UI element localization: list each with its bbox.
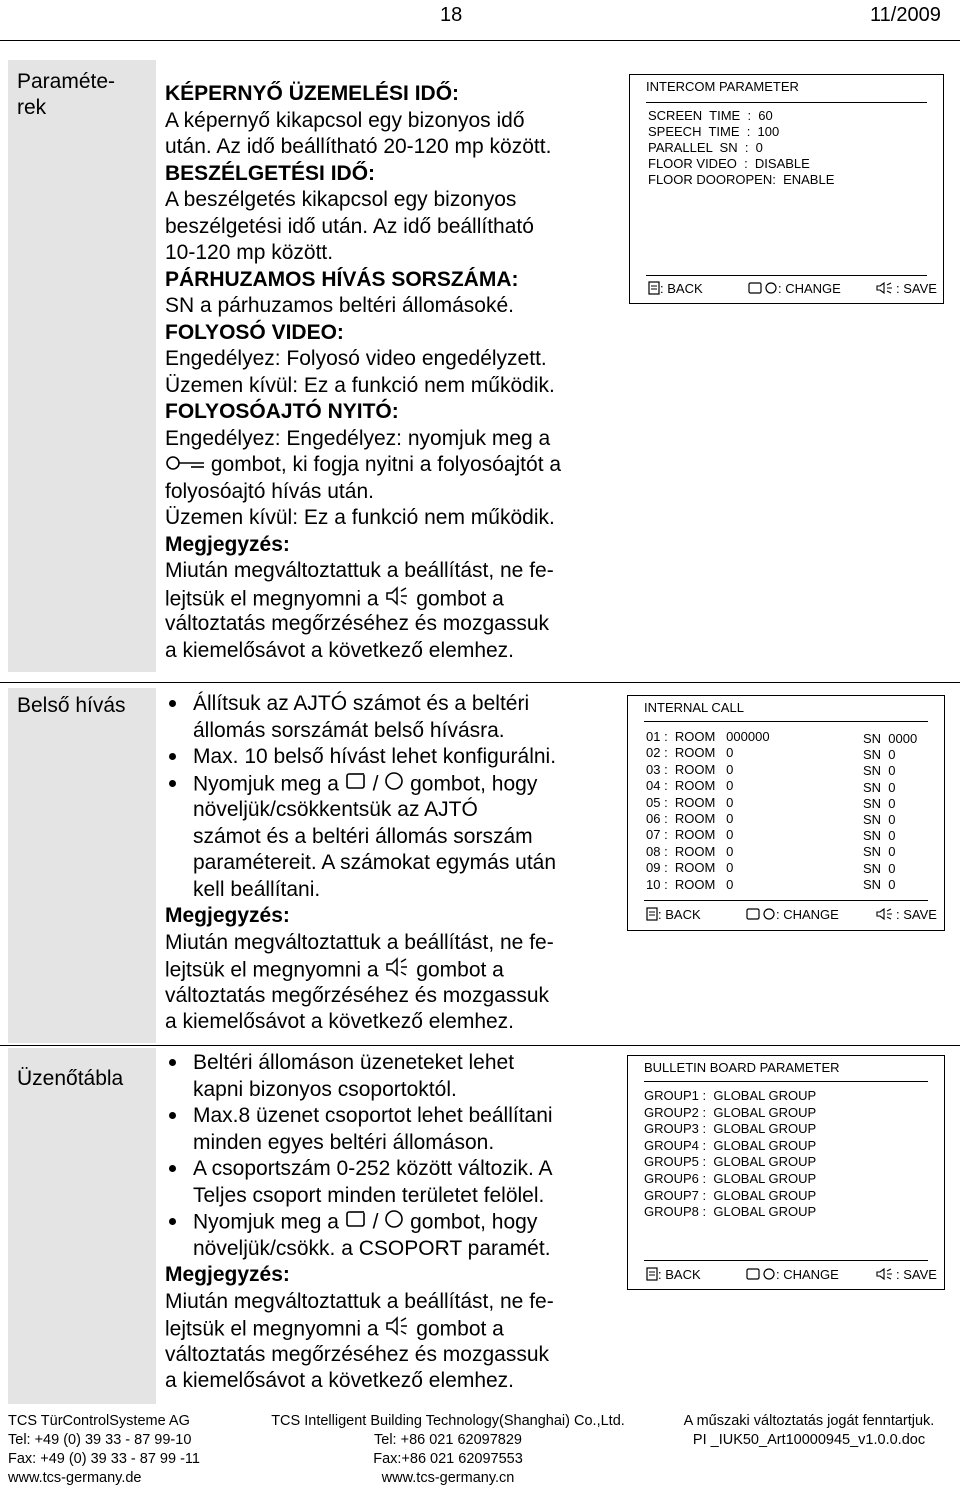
change-key: : CHANGE [746,1267,839,1284]
section-heading: Megjegyzés: [165,532,290,556]
save-key: : SAVE [876,1267,937,1284]
bulletin-description: Beltéri állomáson üzeneteket lehet kapni bizonyos csoportoktól. Max.8 üzenet csoportot lehet beállítani minden egyes beltéri állomáson. A csoportszám 0-252 között változik. A Teljes csoport minden területet felölel. Nyomjuk meg a / gombot, hogy növeljük/csökk. a CSOPORT paramét. Megjegyzés: Miután megváltoztattuk a beállítást, ne fe- lejtsük el megnyomni a gombot a változtatás megőrzéséhez és mozgassuk a kiemelősávot a következő elemhez. [165,1050,615,1395]
room-entry: 04 : ROOM 0 [646,778,734,794]
screen-rule [646,275,927,276]
screen-rule [644,721,928,722]
group-entry: GROUP3 : GLOBAL GROUP [644,1121,817,1137]
text-line: SN a párhuzamos beltéri állomásoké. [165,294,515,317]
list-item: Beltéri állomáson üzeneteket lehet kapni bizonyos csoportoktól. [165,1050,615,1103]
group-entry: GROUP7 : GLOBAL GROUP [644,1187,817,1203]
list-item: A csoportszám 0-252 között változik. A Teljes csoport minden területet felölel. [165,1156,615,1209]
footer-notice: A műszaki változtatás jogát fenntartjuk. PI _IUK50_Art10000945_v1.0.0.doc [683,1413,935,1448]
bulletin-board-screen [627,1055,945,1290]
screen-rule [644,1081,928,1082]
params-label-cell [8,60,156,672]
sn-entry: SN 0000 [863,731,918,746]
back-key: : BACK [646,1267,701,1284]
section-heading: KÉPERNYŐ ÜZEMELÉSI IDŐ: [165,82,460,105]
sn-entry: SN 0 [863,844,896,860]
speaker-icon [384,585,410,615]
text-line: után. Az idő beállítható 20-120 mp között. [165,135,552,158]
room-entry: 10 : ROOM 0 [646,876,734,892]
room-entry: 09 : ROOM 0 [646,860,734,876]
sn-entry: SN 0 [863,876,896,892]
text-line: a kiemelősávot a következő elemhez. [165,638,515,662]
note-title: Megjegyzés: [165,1263,290,1286]
sn-entry: SN 0 [863,812,896,827]
header-rule [0,40,960,41]
menu-icon [646,1267,658,1284]
page-number: 18 [440,4,463,26]
footer-company-de: TCS TürControlSysteme AG Tel: +49 (0) 39 33 - 87 99-10 Fax: +49 (0) 39 33 - 87 99 -11 www.tcs-germany.de [8,1413,200,1486]
internal-description: Állítsuk az AJTÓ számot és a beltéri állomás sorszámát belső hívásra. Max. 10 belső hívást lehet konfigurálni. Nyomjuk meg a / gombot, hogy növeljük/csökkentsük az AJTÓ számot és a beltéri állomás sorszám paramétereit. A számokat egymás után kell beállítani. Megjegyzés: Miután megváltoztattuk a beállítást, ne fe- lejtsük el megnyomni a gombot a változtatás megőrzéséhez és mozgassuk a kiemelősávot a következő elemhez. [165,691,615,1036]
memo-button-icon [345,771,367,799]
text-line: 10-120 mp között. [165,241,334,264]
text-line: beszélgetési idő után. Az idő beállítható [165,214,534,238]
text-line: A beszélgetés kikapcsol egy bizonyos [165,188,517,211]
section-heading: FOLYOSÓ VIDEO: [165,320,344,344]
list-item: Max. 10 belső hívást lehet konfigurálni. [165,744,615,771]
text-line: folyosóajtó hívás után. [165,479,374,503]
group-entry: GROUP2 : GLOBAL GROUP [644,1104,817,1120]
screen-item: SPEECH TIME : 100 [648,124,780,139]
row-divider [0,682,960,683]
speaker-icon [384,1315,410,1345]
circle-button-icon [384,771,404,799]
text-line: lejtsük el megnyomni a gombot a [165,585,615,612]
key-icon [165,452,205,479]
group-entry: GROUP8 : GLOBAL GROUP [644,1204,817,1220]
speaker-icon [384,956,410,986]
sn-entry: SN 0 [863,795,896,811]
memo-circle-icon [746,907,776,924]
sn-entry: SN 0 [863,747,896,763]
internal-call-screen [627,695,945,931]
section-heading: PÁRHUZAMOS HÍVÁS SORSZÁMA: [165,267,519,291]
page-date: 11/2009 [870,4,941,26]
note-title: Megjegyzés: [165,904,290,927]
screen-rule [644,1260,928,1261]
screen-title: INTERCOM PARAMETER [646,79,799,94]
menu-icon [648,281,660,298]
screen-rule [646,102,927,103]
text-line: Engedélyez: Folyosó video engedélyzett. [165,347,547,370]
sn-entry: SN 0 [863,828,896,844]
group-entry: GROUP1 : GLOBAL GROUP [644,1088,817,1103]
save-key: : SAVE [876,281,937,298]
screen-item: FLOOR DOOROPEN: ENABLE [648,172,835,187]
change-key: : CHANGE [748,281,841,298]
room-entry: 01 : ROOM 000000 [646,729,770,744]
memo-circle-icon [746,1267,776,1284]
screen-title: INTERNAL CALL [644,700,744,715]
text-line: gombot, ki fogja nyitni a folyosóajtót a [165,452,615,479]
room-entry: 02 : ROOM 0 [646,745,734,761]
room-entry: 07 : ROOM 0 [646,827,734,843]
internal-row-label: Belső hívás [17,694,126,717]
bulletin-label-cell [8,1048,156,1404]
list-item: Nyomjuk meg a / gombot, hogy növeljük/csökkentsük az AJTÓ számot és a beltéri állomás sorszám paramétereit. A számokat egymás után kell beállítani. [165,771,615,904]
screen-title: BULLETIN BOARD PARAMETER [644,1060,840,1075]
screen-item: FLOOR VIDEO : DISABLE [648,156,810,171]
back-key: : BACK [648,281,703,298]
menu-icon [646,907,658,924]
section-heading: BESZÉLGETÉSI IDŐ: [165,161,376,185]
screen-item: SCREEN TIME : 60 [648,108,773,123]
sn-entry: SN 0 [863,763,896,779]
save-key: : SAVE [876,907,937,924]
text-line: Miután megváltoztattuk a beállítást, ne fe- [165,559,554,582]
room-entry: 05 : ROOM 0 [646,794,734,810]
group-entry: GROUP4 : GLOBAL GROUP [644,1137,817,1153]
footer-company-cn: TCS Intelligent Building Technology(Shanghai) Co.,Ltd. Tel: +86 021 62097829 Fax:+86 021 62097553 www.tcs-germany.cn [271,1413,625,1486]
text-line: Üzemen kívül: Ez a funkció nem működik. [165,373,555,397]
internal-label-cell [8,688,156,1043]
sn-entry: SN 0 [863,779,896,795]
circle-button-icon [384,1209,404,1237]
screen-rule [644,900,928,901]
room-entry: 03 : ROOM 0 [646,761,734,777]
speaker-icon [876,907,896,924]
group-entry: GROUP5 : GLOBAL GROUP [644,1154,817,1170]
list-item: Nyomjuk meg a / gombot, hogy növeljük/csökk. a CSOPORT paramét. [165,1209,615,1262]
text-line: Engedélyez: Engedélyez: nyomjuk meg a [165,426,551,450]
intercom-parameter-screen [629,74,944,304]
section-heading: FOLYOSÓAJTÓ NYITÓ: [165,400,399,423]
memo-button-icon [345,1209,367,1237]
list-item: Max.8 üzenet csoportot lehet beállítani minden egyes beltéri állomáson. [165,1103,615,1156]
row-divider [0,1045,960,1046]
bulletin-row-label: Üzenőtábla [17,1067,124,1090]
text-line: Üzemen kívül: Ez a funkció nem működik. [165,506,555,529]
room-entry: 08 : ROOM 0 [646,843,734,859]
group-entry: GROUP6 : GLOBAL GROUP [644,1171,817,1186]
speaker-icon [876,1267,896,1284]
list-item: Állítsuk az AJTÓ számot és a beltéri állomás sorszámát belső hívásra. [165,691,615,744]
params-row-label: Paraméte- rek [17,70,116,119]
room-entry: 06 : ROOM 0 [646,811,734,826]
screen-item: PARALLEL SN : 0 [648,140,763,155]
text-line: A képernyő kikapcsol egy bizonyos idő [165,108,525,132]
speaker-icon [876,281,896,298]
text-line: változtatás megőrzéséhez és mozgassuk [165,612,550,635]
change-key: : CHANGE [746,907,839,924]
sn-entry: SN 0 [863,860,896,876]
params-description [165,81,615,664]
memo-circle-icon [748,281,778,298]
back-key: : BACK [646,907,701,924]
